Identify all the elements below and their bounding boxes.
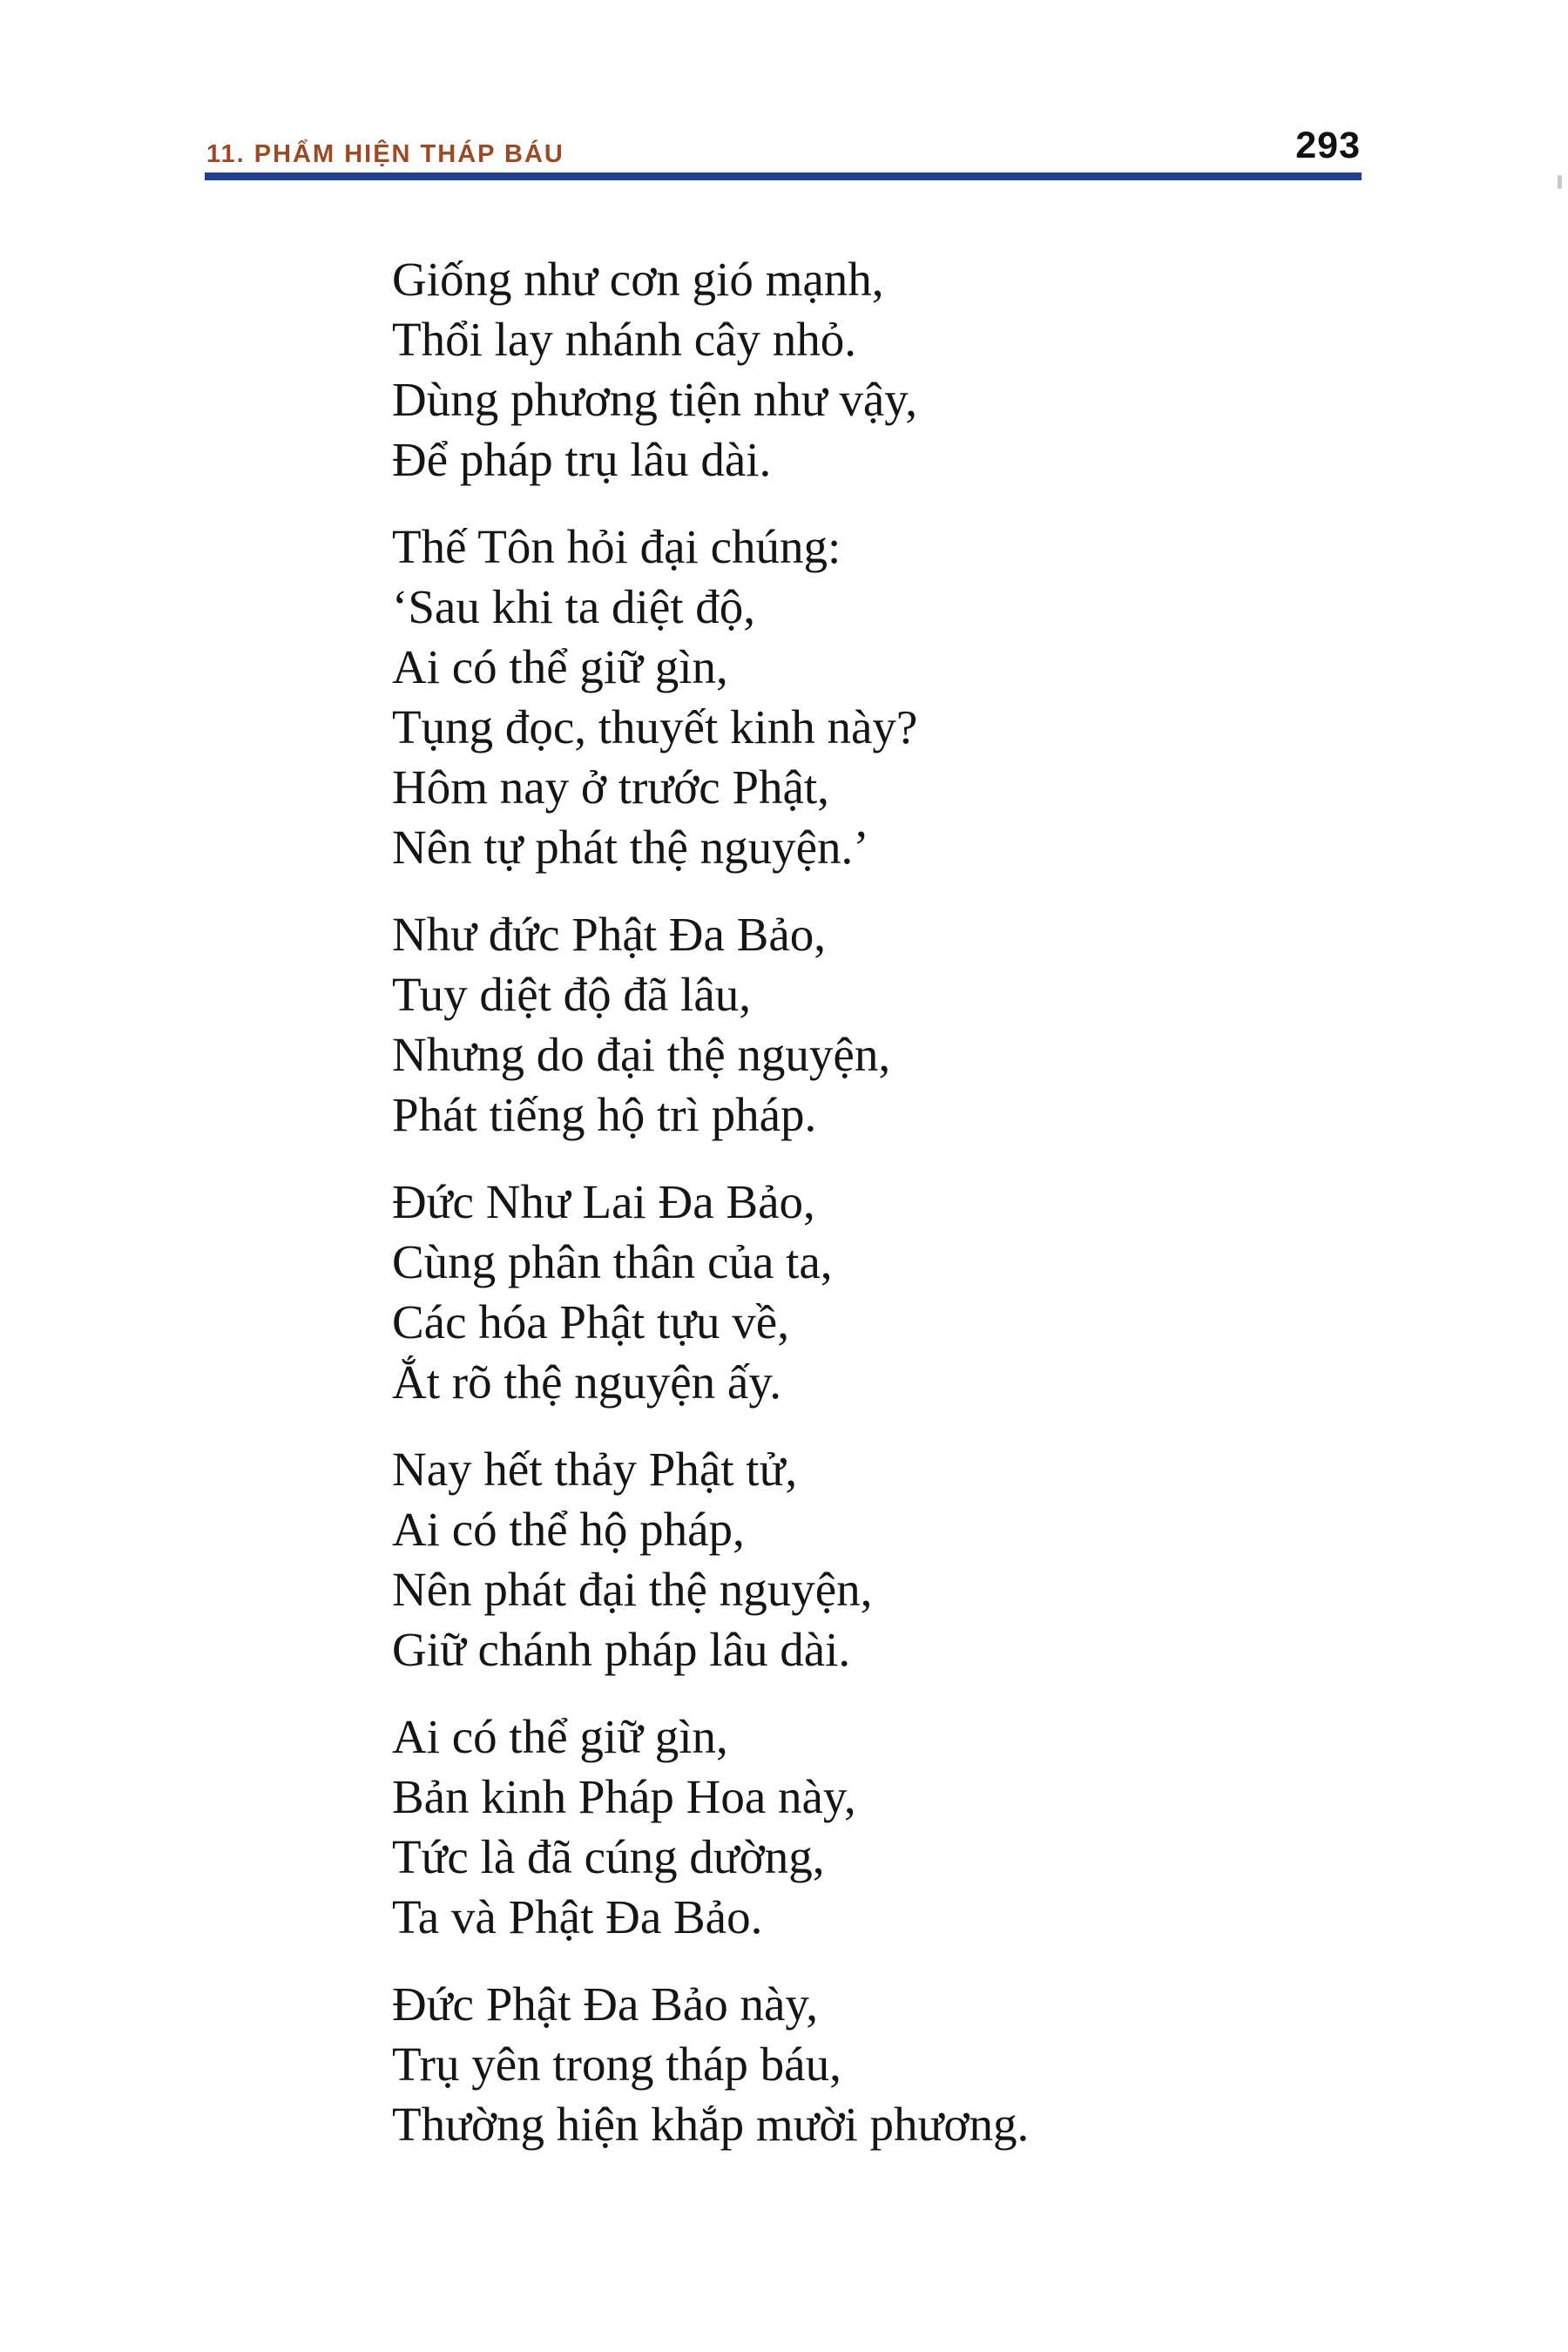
poem-line: Tức là đã cúng dường, <box>392 1830 825 1883</box>
poem-line: Ai có thể giữ gìn, <box>392 1710 728 1763</box>
poem-line: Nay hết thảy Phật tử, <box>392 1443 798 1496</box>
poem-line: Tuy diệt độ đã lâu, <box>392 968 751 1021</box>
poem-line: Thường hiện khắp mười phương. <box>392 2098 1030 2151</box>
poem-line: Giữ chánh pháp lâu dài. <box>392 1623 851 1676</box>
page-number: 293 <box>1295 125 1361 166</box>
poem-line: ‘Sau khi ta diệt độ, <box>392 580 756 633</box>
poem-line: Nên phát đại thệ nguyện, <box>392 1563 873 1616</box>
scan-artifact <box>1558 175 1562 189</box>
poem-line: Đức Như Lai Đa Bảo, <box>392 1175 815 1228</box>
poem-body <box>392 249 1029 2181</box>
poem-line: Thế Tôn hỏi đại chúng: <box>392 520 841 573</box>
poem-line: Đức Phật Đa Bảo này, <box>392 1977 819 2031</box>
stanza <box>392 1172 1029 1412</box>
poem-line: Giống như cơn gió mạnh, <box>392 253 884 306</box>
poem-line: Dùng phương tiện như vậy, <box>392 373 917 426</box>
stanza <box>392 517 1029 877</box>
poem-line: Để pháp trụ lâu dài. <box>392 433 772 486</box>
poem-line: Hôm nay ở trước Phật, <box>392 760 829 814</box>
poem-line: Nên tự phát thệ nguyện.’ <box>392 821 869 874</box>
stanza <box>392 904 1029 1145</box>
stanza <box>392 249 1029 490</box>
poem-line: Nhưng do đại thệ nguyện, <box>392 1028 891 1081</box>
poem-line: Cùng phân thân của ta, <box>392 1235 833 1288</box>
poem-line: Trụ yên trong tháp báu, <box>392 2038 841 2091</box>
stanza <box>392 1439 1029 1680</box>
poem-line: Như đức Phật Đa Bảo, <box>392 908 827 961</box>
poem-line: Thổi lay nhánh cây nhỏ. <box>392 313 857 366</box>
poem-line: Ai có thể hộ pháp, <box>392 1503 745 1556</box>
stanza <box>392 1707 1029 1947</box>
poem-line: Ta và Phật Đa Bảo. <box>392 1890 763 1943</box>
poem-line: Bản kinh Pháp Hoa này, <box>392 1770 856 1823</box>
poem-line: Các hóa Phật tựu về, <box>392 1295 789 1348</box>
poem-line: Phát tiếng hộ trì pháp. <box>392 1088 817 1141</box>
poem-line: Ai có thể giữ gìn, <box>392 640 728 693</box>
poem-line: Ắt rõ thệ nguyện ấy. <box>392 1355 782 1409</box>
header-rule <box>205 172 1362 180</box>
stanza <box>392 1974 1029 2154</box>
poem-line: Tụng đọc, thuyết kinh này? <box>392 700 918 754</box>
chapter-title: 11. PHẨM HIỆN THÁP BÁU <box>206 140 564 168</box>
